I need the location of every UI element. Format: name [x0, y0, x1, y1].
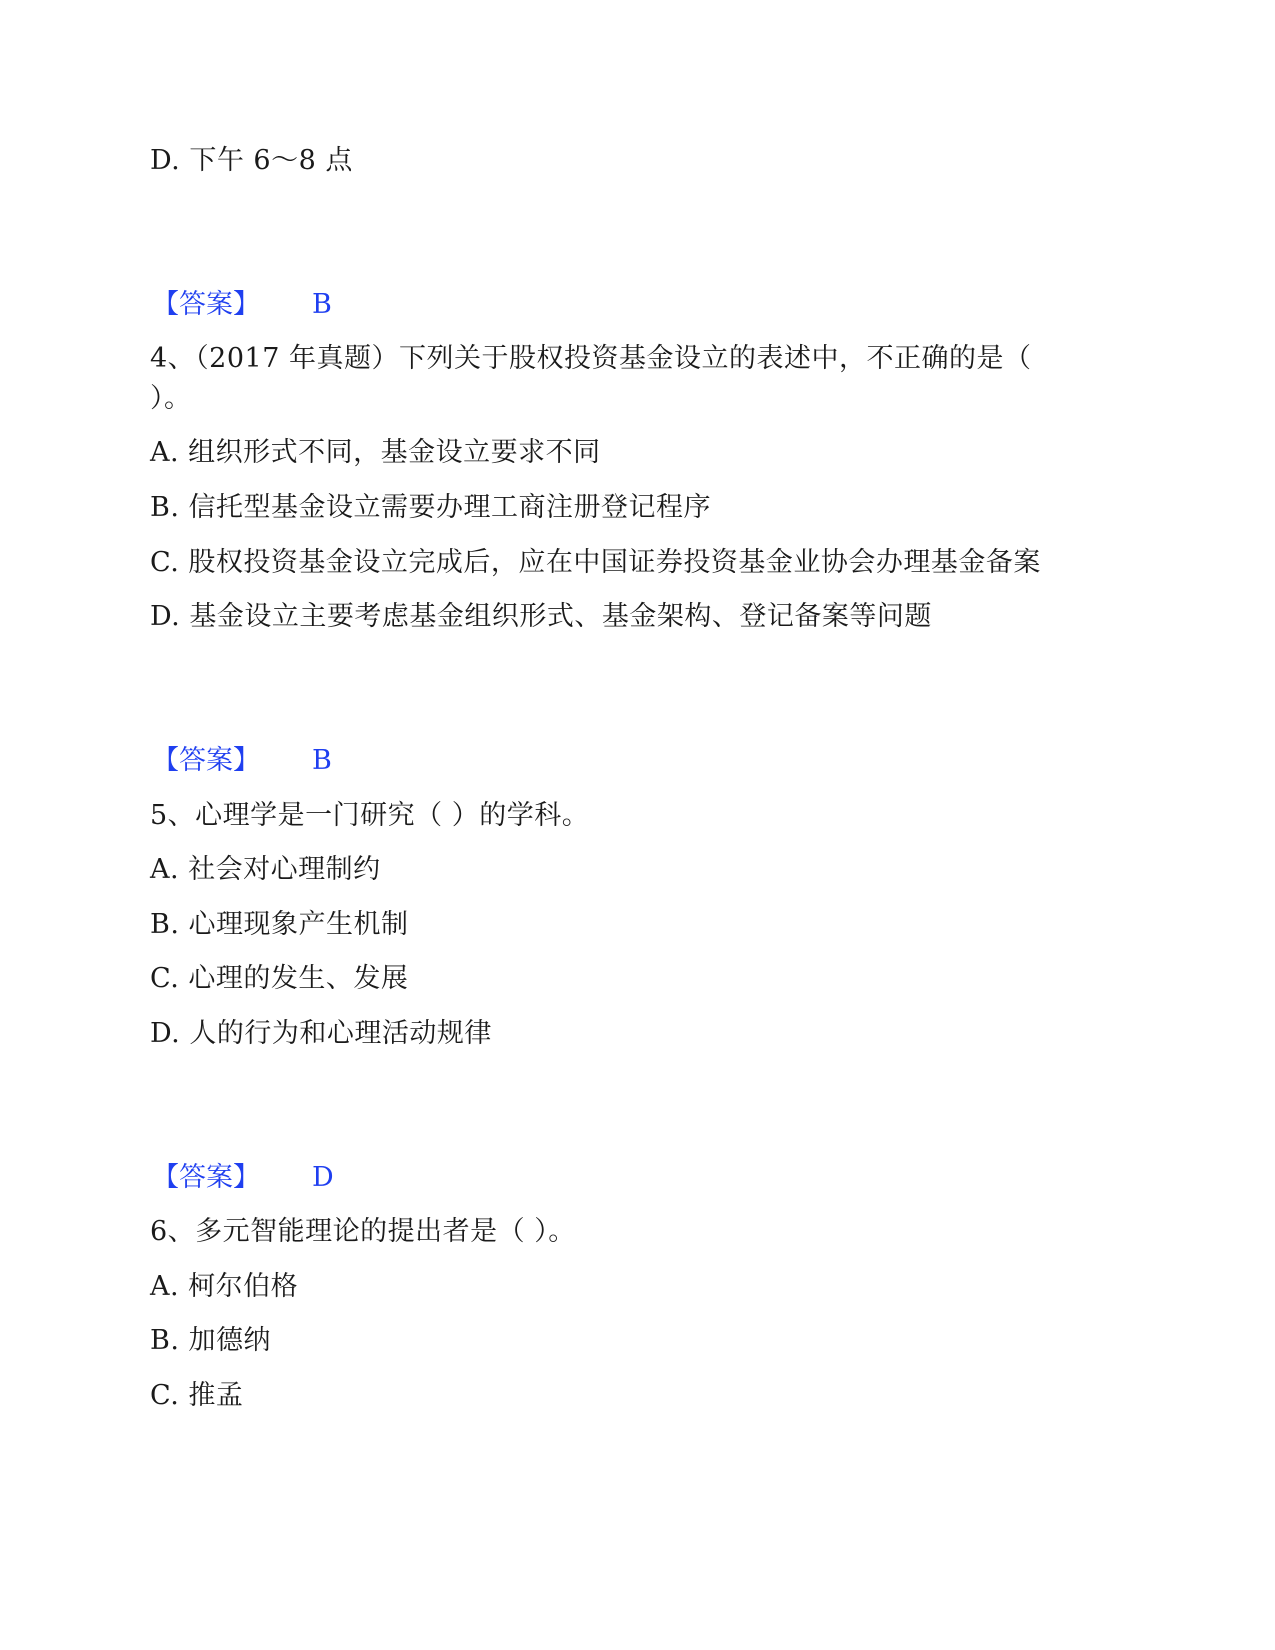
- q4-answer: [152, 745, 332, 777]
- q4-answer-value: B: [312, 745, 332, 776]
- q4-option-d: D. 基金设立主要考虑基金组织形式、基金架构、登记备案等问题: [150, 601, 932, 632]
- q5-option-a: A. 社会对心理制约: [150, 854, 381, 885]
- q3-answer-label: 【答案】: [152, 289, 260, 320]
- q6-option-b: B. 加德纳: [150, 1325, 272, 1356]
- q4-answer-label: 【答案】: [152, 745, 260, 776]
- q5-option-c: C. 心理的发生、发展: [150, 963, 409, 994]
- q5-option-d: D. 人的行为和心理活动规律: [150, 1018, 492, 1049]
- q6-option-c: C. 推孟: [150, 1380, 244, 1411]
- q6-option-a: A. 柯尔伯格: [150, 1271, 299, 1302]
- q4-option-a: A. 组织形式不同，基金设立要求不同: [150, 437, 601, 468]
- q5-option-b: B. 心理现象产生机制: [150, 909, 409, 940]
- q4-stem-line2: ）。: [150, 383, 192, 414]
- q5-answer-value: D: [312, 1162, 334, 1193]
- q4-option-b: B. 信托型基金设立需要办理工商注册登记程序: [150, 492, 712, 523]
- q3-answer: [152, 289, 332, 321]
- q5-answer-label: 【答案】: [152, 1162, 260, 1193]
- q5-stem: 5、心理学是一门研究（ ）的学科。: [150, 800, 590, 831]
- q5-answer: [152, 1162, 334, 1194]
- q6-stem: 6、多元智能理论的提出者是（ ）。: [150, 1216, 576, 1247]
- q4-stem-line1: 4、（2017 年真题）下列关于股权投资基金设立的表述中，不正确的是（: [150, 343, 1032, 374]
- q4-option-c: C. 股权投资基金设立完成后，应在中国证券投资基金业协会办理基金备案: [150, 547, 1041, 578]
- q3-option-d: D. 下午 6～8 点: [150, 145, 353, 176]
- q3-answer-value: B: [312, 289, 332, 320]
